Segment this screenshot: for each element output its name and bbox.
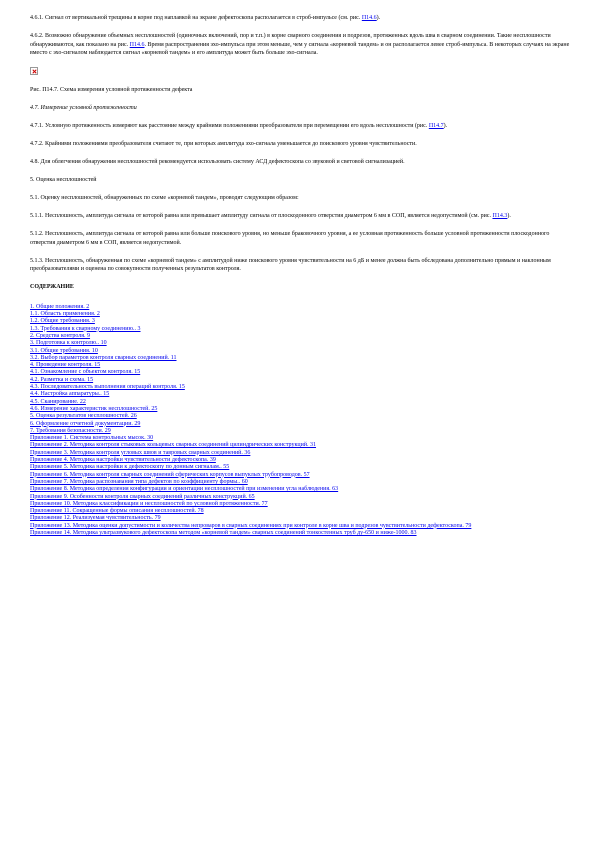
toc-link[interactable]: Приложение 6. Методика контроля сварных соединений сферических корпусов выпуклых трубопроводов. 57 xyxy=(30,471,310,478)
section-heading-4-7: 4.7. Измерение условной протяженности xyxy=(30,105,137,112)
figure-link-p14-3[interactable]: П14.3 xyxy=(492,213,508,220)
toc-heading: СОДЕРЖАНИЕ xyxy=(30,284,74,291)
paragraph-4-7-1 xyxy=(30,122,570,131)
toc-link[interactable]: 1.2. Общие требования. 3 xyxy=(30,318,95,325)
paragraph-tail: ). xyxy=(376,15,381,21)
figure-caption: Рис. П14.7. Схема измерения условной протяженности дефекта xyxy=(30,87,193,94)
paragraph-4-6-1 xyxy=(30,14,570,23)
toc-link[interactable]: 4.1. Ознакомление с объектом контроля. 15 xyxy=(30,369,141,376)
paragraph-5-1-1 xyxy=(30,212,570,221)
document-page xyxy=(30,14,570,537)
toc-link[interactable]: Приложение 12. Реализуемая чувствительность. 79 xyxy=(30,515,161,522)
toc-link[interactable]: 3.1. Общие требования. 10 xyxy=(30,347,98,354)
toc-link[interactable]: Приложение 5. Методика настройки к дефектоскопу по донным сигналам.. 55 xyxy=(30,464,230,471)
paragraph-4-8: 4.8. Для облегчения обнаружения несплошностей рекомендуется использовать систему АСД дефектоскопа со звуковой и световой сигнализацией. xyxy=(30,159,405,166)
paragraph-tail: . Время распространения эхо-импульса при этом меньше, чем у сигнала «корневой тандем» и он располагается левее строб-импульса. В некоторых случаях на экране вместо с эхо-сигналом наблюдается сигнал «корневой тандем» и его амплитуда может быть больше эхо-сигнала. xyxy=(30,41,570,57)
figure-link-p14-6[interactable]: П14.6 xyxy=(361,15,377,21)
toc-link[interactable]: Приложение 13. Методика оценки допустимости и количества непроваров в сварных соединениях при контроле в корне шва и подрезов чувствительности дефектоскопа. 79 xyxy=(30,522,472,529)
toc-link[interactable]: Приложение 9. Особенности контроля сварных соединений различных конструкций. 65 xyxy=(30,493,255,500)
toc-link[interactable]: Приложение 14. Методика ультразвукового дефектоскопа методом «корневой тандем» сварных соединений тонкостенных труб ду-650 и ниже-1000. 83 xyxy=(30,529,417,536)
paragraph-tail: ). xyxy=(443,123,448,130)
paragraph-text: 4.6.2. Возможно обнаружение объемных несплошностей (одиночных включений, пор и т.п.) в корне сварного соединения и подрезов, протяженных вдоль шва в сварном соединении. Такие несплошности обнаруживаются, как показано на рис. xyxy=(30,32,551,48)
toc-link[interactable]: Приложение 10. Методика классификации и несплошностей по условной протяженности. 77 xyxy=(30,500,268,507)
paragraph-tail: ). xyxy=(507,213,511,220)
paragraph-5-1-3: 5.1.3. Несплошность, обнаруженная по схеме «корневой тандем» с амплитудой ниже поискового уровня чувствительности на 6 дБ и менее должна быть обследована дополнительно прямым и наклонным преобразователями и оценена по совокупности полученных результатов контроля. xyxy=(30,257,551,273)
toc-link[interactable]: Приложение 11. Сокращенные формы описания несплошностей. 78 xyxy=(30,508,204,515)
toc-link[interactable]: 3. Подготовка к контролю.. 10 xyxy=(30,340,107,347)
toc-link[interactable]: Приложение 2. Методика контроля стыковых кольцевых сварных соединений цилиндрических конструкций. 31 xyxy=(30,442,317,449)
paragraph-text: 4.6.1. Сигнал от вертикальной трещины в корне под наплавкой на экране дефектоскопа располагается в строб-импульсе (см. рис. xyxy=(30,15,362,21)
toc-link[interactable]: 4.4. Настройка аппаратуры.. 15 xyxy=(30,391,110,398)
toc-link[interactable]: 1. Общие положения. 2 xyxy=(30,303,90,310)
paragraph-4-6-2 xyxy=(30,32,570,58)
toc-link[interactable]: 4.6. Измерение характеристик несплошностей. 25 xyxy=(30,405,158,412)
toc-link[interactable]: 4.5. Сканирование. 22 xyxy=(30,398,86,405)
toc-link[interactable]: 4.2. Разметка и схема. 15 xyxy=(30,376,94,383)
toc-link[interactable]: 5. Оценка результатов несплошностей. 26 xyxy=(30,413,137,420)
toc-link[interactable]: Приложение 1. Система контрольных мысок. 30 xyxy=(30,435,154,442)
toc-link[interactable]: 1.1. Область применения. 2 xyxy=(30,311,100,318)
toc-link[interactable]: Приложение 4. Методика настройки чувствительности дефектоскопа. 39 xyxy=(30,457,216,464)
paragraph-text: 4.7.1. Условную протяженность измеряют как расстояние между крайними положениями преобразователя при перемещении его вдоль несплошности (рис. xyxy=(30,123,429,130)
paragraph-5-1: 5.1. Оценку несплошностей, обнаруженных по схеме «корневой тандем», проводят следующим образом: xyxy=(30,195,299,202)
toc-link[interactable]: 4. Проведение контроля. 15 xyxy=(30,362,101,369)
toc-link[interactable]: Приложение 8. Методика определения конфигурации и ориентации несплошностей при изменении угла наблюдения. 63 xyxy=(30,486,339,493)
figure-link-p14-7[interactable]: П14.7 xyxy=(428,123,444,130)
paragraph-5-1-2: 5.1.2. Несплошность, амплитуда сигнала от которой равна или больше поискового уровня, но меньше браковочного уровня, а ее условная протяженность больше условной протяженности плоскодонного отверстия диаметром 6 мм в СОП, является недопустимой. xyxy=(30,231,550,246)
toc-link[interactable]: Приложение 7. Методика распознавания типа дефектов по коэффициенту формы.. 60 xyxy=(30,478,248,485)
toc-link[interactable]: 4.3. Последовательность выполнения операций контроля. 15 xyxy=(30,384,185,391)
broken-image-icon xyxy=(30,67,38,75)
toc-link[interactable]: 6. Оформление отчетной документации. 29 xyxy=(30,420,141,427)
table-of-contents xyxy=(30,304,570,538)
paragraph-text: 5.1.1. Несплошность, амплитуда сигнала от которой равна или превышает амплитуду сигнала от плоскодонного отверстия диаметром 6 мм в СОП, является недопустимой (см. рис. xyxy=(30,213,493,220)
toc-link[interactable]: 7. Требования безопасности. 29 xyxy=(30,427,111,434)
toc-link[interactable]: Приложение 3. Методика контроля угловых швов и тавровых сварных соединений. 36 xyxy=(30,449,251,456)
toc-link[interactable]: 3.2. Выбор параметров контроля сварных соединений. 11 xyxy=(30,354,177,361)
section-heading-5: 5. Оценка несплошностей xyxy=(30,177,97,184)
toc-link[interactable]: 1.3. Требования к сварному соединению.. 3 xyxy=(30,325,141,332)
toc-link[interactable]: 2. Средства контроля. 9 xyxy=(30,332,91,339)
paragraph-4-7-2: 4.7.2. Крайними положениями преобразователя считают те, при которых амплитуда эхо-сигнала уменьшается до поискового уровня чувствительности. xyxy=(30,141,417,148)
figure-link-p14-6[interactable]: П14.6 xyxy=(129,41,145,48)
